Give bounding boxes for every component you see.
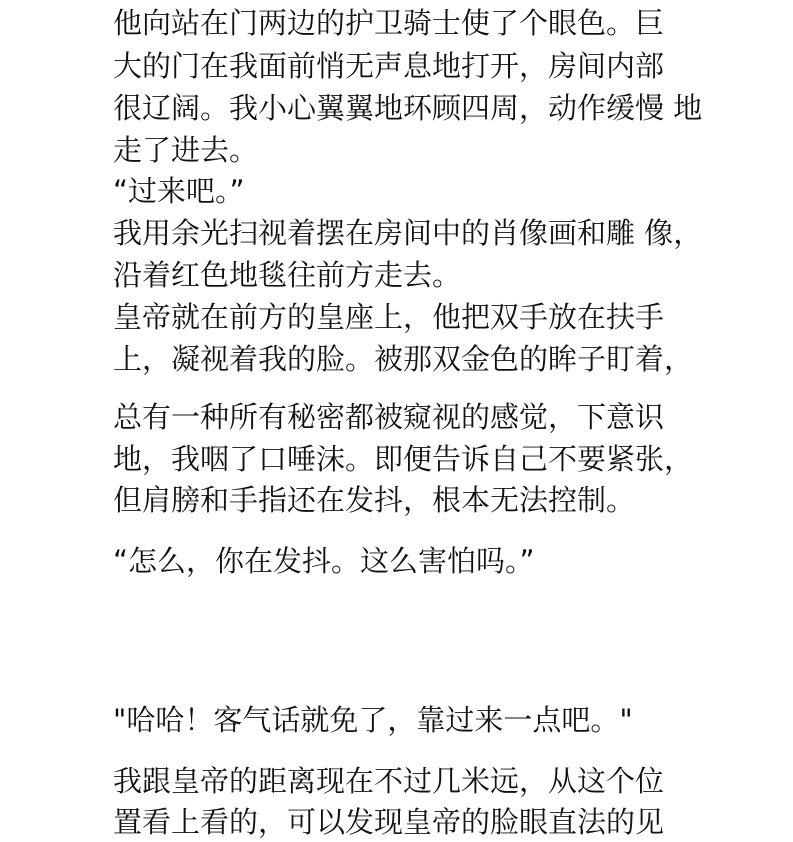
story-line: 上，凝视着我的脸。被那双金色的眸子盯着， (113, 342, 694, 376)
story-line: “过来吧。” (113, 174, 245, 208)
story-line: 但肩膀和手指还在发抖，根本无法控制。 (113, 483, 636, 517)
story-line: “怎么，你在发抖。这么害怕吗。” (113, 544, 535, 578)
story-line: 沿着红色地毯往前方走去。 (113, 258, 462, 292)
story-line: 置看上看的，可以发现皇帝的脸眼直法的见 (113, 805, 665, 839)
story-line: 我跟皇帝的距离现在不过几米远，从这个位 (113, 764, 665, 798)
story-line: 走了进去。 (113, 133, 259, 167)
story-line: 地，我咽了口唾沫。即便告诉自己不要紧张， (113, 442, 694, 476)
story-line: "哈哈！客气话就免了，靠过来一点吧。" (113, 703, 633, 737)
story-line: 大的门在我面前悄无声息地打开，房间内部 (113, 49, 665, 83)
story-line: 很辽阔。我小心翼翼地环顾四周，动作缓慢 地 (113, 91, 703, 125)
story-line: 皇帝就在前方的皇座上，他把双手放在扶手 (113, 300, 665, 334)
story-line: 总有一种所有秘密都被窥视的感觉，下意识 (113, 400, 665, 434)
story-line: 他向站在门两边的护卫骑士使了个眼色。巨 (113, 6, 665, 40)
story-line: 我用余光扫视着摆在房间中的肖像画和雕 像， (113, 216, 703, 250)
